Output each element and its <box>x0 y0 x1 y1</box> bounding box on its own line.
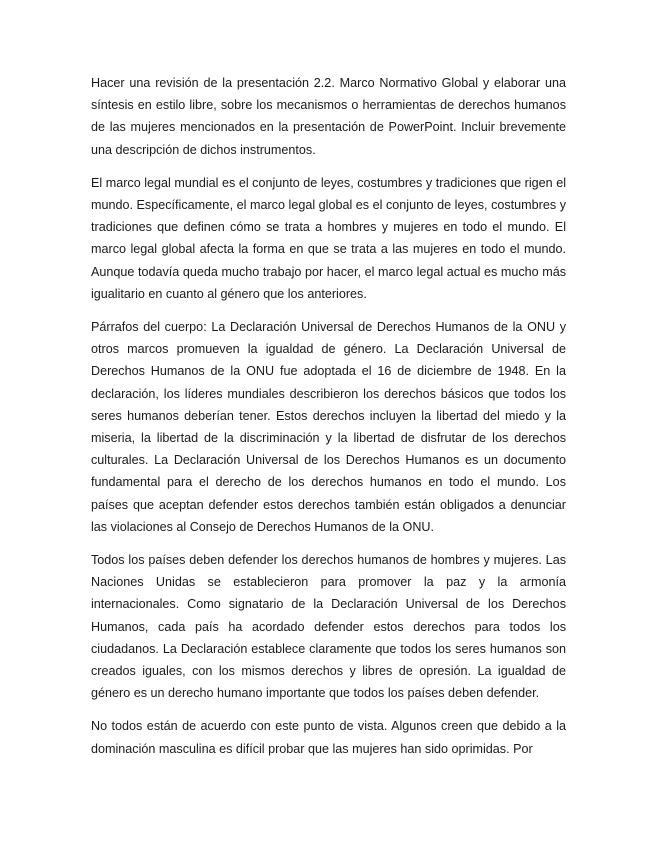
document-page <box>91 72 566 771</box>
paragraph-global-legal-framework: El marco legal mundial es el conjunto de leyes, costumbres y tradiciones que rigen el mundo. Específicamente, el marco legal global es el conjunto de leyes, costumbres y tradiciones que definen cómo se trata a hombres y mujeres en todo el mundo. El marco legal global afecta la forma en que se trata a las mujeres en todo el mundo. Aunque todavía queda mucho trabajo por hacer, el marco legal actual es mucho más igualitario en cuanto al género que los anteriores. <box>91 175 566 301</box>
paragraph-universal-declaration: Párrafos del cuerpo: La Declaración Universal de Derechos Humanos de la ONU y otros marcos promueven la igualdad de género. La Declaración Universal de Derechos Humanos de la ONU fue adoptada el 16 de diciembre de 1948. En la declaración, los líderes mundiales describieron los derechos básicos que todos los seres humanos deberían tener. Estos derechos incluyen la libertad del miedo y la miseria, la libertad de la discriminación y la libertad de disfrutar de los derechos culturales. La Declaración Universal de los Derechos Humanos es un documento fundamental para el derecho de los derechos humanos en todo el mundo. Los países que aceptan defender estos derechos también están obligados a denunciar las violaciones al Consejo de Derechos Humanos de la ONU. <box>91 320 566 534</box>
paragraph-assignment-instructions: Hacer una revisión de la presentación 2.2. Marco Normativo Global y elaborar una síntesis en estilo libre, sobre los mecanismos o herramientas de derechos humanos de las mujeres mencionados en la presentación de PowerPoint. Incluir brevemente una descripción de dichos instrumentos. <box>91 76 566 157</box>
paragraph-countries-duty: Todos los países deben defender los derechos humanos de hombres y mujeres. Las Naciones Unidas se establecieron para promover la paz y la armonía internacionales. Como signatario de la Declaración Universal de los Derechos Humanos, cada país ha acordado defender estos derechos para todos los ciudadanos. La Declaración establece claramente que todos los seres humanos son creados iguales, con los mismos derechos y libres de opresión. La igualdad de género es un derecho humano importante que todos los países deben defender. <box>91 553 566 701</box>
paragraph-opposing-view: No todos están de acuerdo con este punto de vista. Algunos creen que debido a la dominación masculina es difícil probar que las mujeres han sido oprimidas. Por <box>91 719 566 756</box>
